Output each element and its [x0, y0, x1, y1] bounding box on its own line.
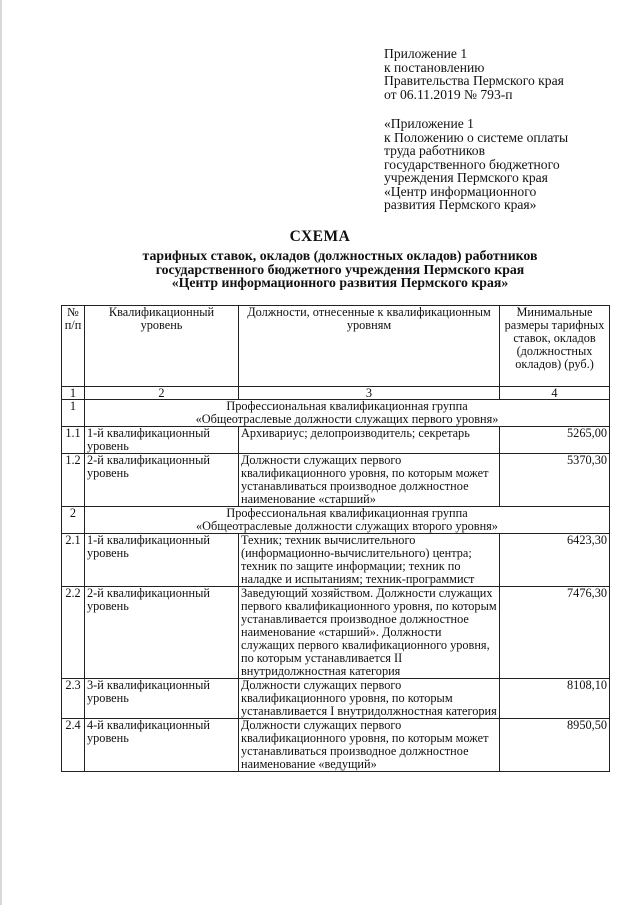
column-number: 4 — [500, 387, 610, 400]
row-num: 2.3 — [62, 679, 85, 719]
header-num: № п/п — [62, 306, 85, 387]
subtitle-line: государственного бюджетного учреждения Пермского края — [155, 261, 525, 277]
row-salary: 7476,30 — [500, 587, 610, 679]
row-num: 2.1 — [62, 534, 85, 587]
group-title-line: Профессиональная квалификационная группа — [226, 506, 468, 520]
appendix-line: Приложение 1 — [384, 46, 468, 61]
row-salary: 6423,30 — [500, 534, 610, 587]
group-row — [62, 507, 610, 534]
row-positions: Заведующий хозяйством. Должности служащих первого квалификационного уровня, по которым устанавливается производное должностное наименование «старший». Должности служащих первого квалификационного уровня, по которым устанавливается II внутридолжностная категория — [239, 587, 500, 679]
table-row — [62, 454, 610, 507]
column-number: 1 — [62, 387, 85, 400]
table-row — [62, 587, 610, 679]
header-positions: Должности, отнесенные к квалификационным уровням — [239, 306, 500, 387]
appendix-line: к Положению о системе оплаты — [384, 129, 569, 145]
row-num: 1.1 — [62, 427, 85, 454]
row-salary: 5265,00 — [500, 427, 610, 454]
table-row — [62, 719, 610, 772]
appendix-line: развития Пермского края» — [384, 197, 537, 212]
column-number-row — [62, 387, 610, 400]
scan-edge — [0, 0, 2, 905]
subtitle-line: «Центр информационного развития Пермского края» — [171, 275, 509, 290]
table-header-row — [62, 306, 610, 387]
row-positions: Должности служащих первого квалификационного уровня, по которым может устанавливаться производное должностное наименование «старший» — [239, 454, 500, 507]
appendix-line: государственного бюджетного — [384, 156, 560, 172]
row-positions: Должности служащих первого квалификационного уровня, по которым устанавливается I внутридолжностная категория — [239, 679, 500, 719]
group-title-line: «Общеотраслевые должности служащих первого уровня» — [195, 412, 499, 426]
appendix-line: «Центр информационного — [384, 183, 537, 199]
row-level: 4-й квалификационный уровень — [85, 719, 239, 772]
group-title-line: «Общеотраслевые должности служащих второго уровня» — [196, 519, 498, 533]
subtitle-line: тарифных ставок, окладов (должностных окладов) работников — [142, 248, 538, 263]
table-row — [62, 679, 610, 719]
row-positions: Должности служащих первого квалификационного уровня, по которым может устанавливаться производное должностное наименование «ведущий» — [239, 719, 500, 772]
group-num: 1 — [62, 400, 85, 427]
tariff-table — [61, 305, 610, 772]
row-level: 1-й квалификационный уровень — [85, 427, 239, 454]
appendix-line: труда работников — [384, 143, 485, 158]
appendix-line: «Приложение 1 — [384, 116, 474, 131]
group-title — [85, 507, 610, 534]
appendix-line: от 06.11.2019 № 793-п — [384, 86, 513, 102]
row-level: 3-й квалификационный уровень — [85, 679, 239, 719]
appendix-line: к постановлению — [384, 59, 485, 75]
document-subtitle — [40, 249, 640, 290]
table-row — [62, 427, 610, 454]
column-number: 3 — [239, 387, 500, 400]
appendix-line: учреждения Пермского края — [384, 170, 548, 185]
row-salary: 5370,30 — [500, 454, 610, 507]
group-title — [85, 400, 610, 427]
group-row — [62, 400, 610, 427]
row-salary: 8950,50 — [500, 719, 610, 772]
appendix-line: Правительства Пермского края — [384, 73, 564, 88]
appendix-block-2 — [384, 117, 624, 212]
group-title-line: Профессиональная квалификационная группа — [226, 399, 468, 413]
document-title: СХЕМА — [289, 228, 351, 245]
row-level: 2-й квалификационный уровень — [85, 587, 239, 679]
row-num: 2.2 — [62, 587, 85, 679]
table-row — [62, 534, 610, 587]
row-positions: Архивариус; делопроизводитель; секретарь — [239, 427, 500, 454]
row-level: 1-й квалификационный уровень — [85, 534, 239, 587]
header-level: Квалификационный уровень — [85, 306, 239, 387]
row-salary: 8108,10 — [500, 679, 610, 719]
header-salary: Минимальные размеры тарифных ставок, окладов (должностных окладов) (руб.) — [500, 306, 610, 387]
row-positions: Техник; техник вычислительного (информационно-вычислительного) центра; техник по защите информации; техник по наладке и испытаниям; техник-программист — [239, 534, 500, 587]
row-num: 2.4 — [62, 719, 85, 772]
row-level: 2-й квалификационный уровень — [85, 454, 239, 507]
appendix-block-1 — [384, 47, 624, 101]
row-num: 1.2 — [62, 454, 85, 507]
group-num: 2 — [62, 507, 85, 534]
column-number: 2 — [85, 387, 239, 400]
